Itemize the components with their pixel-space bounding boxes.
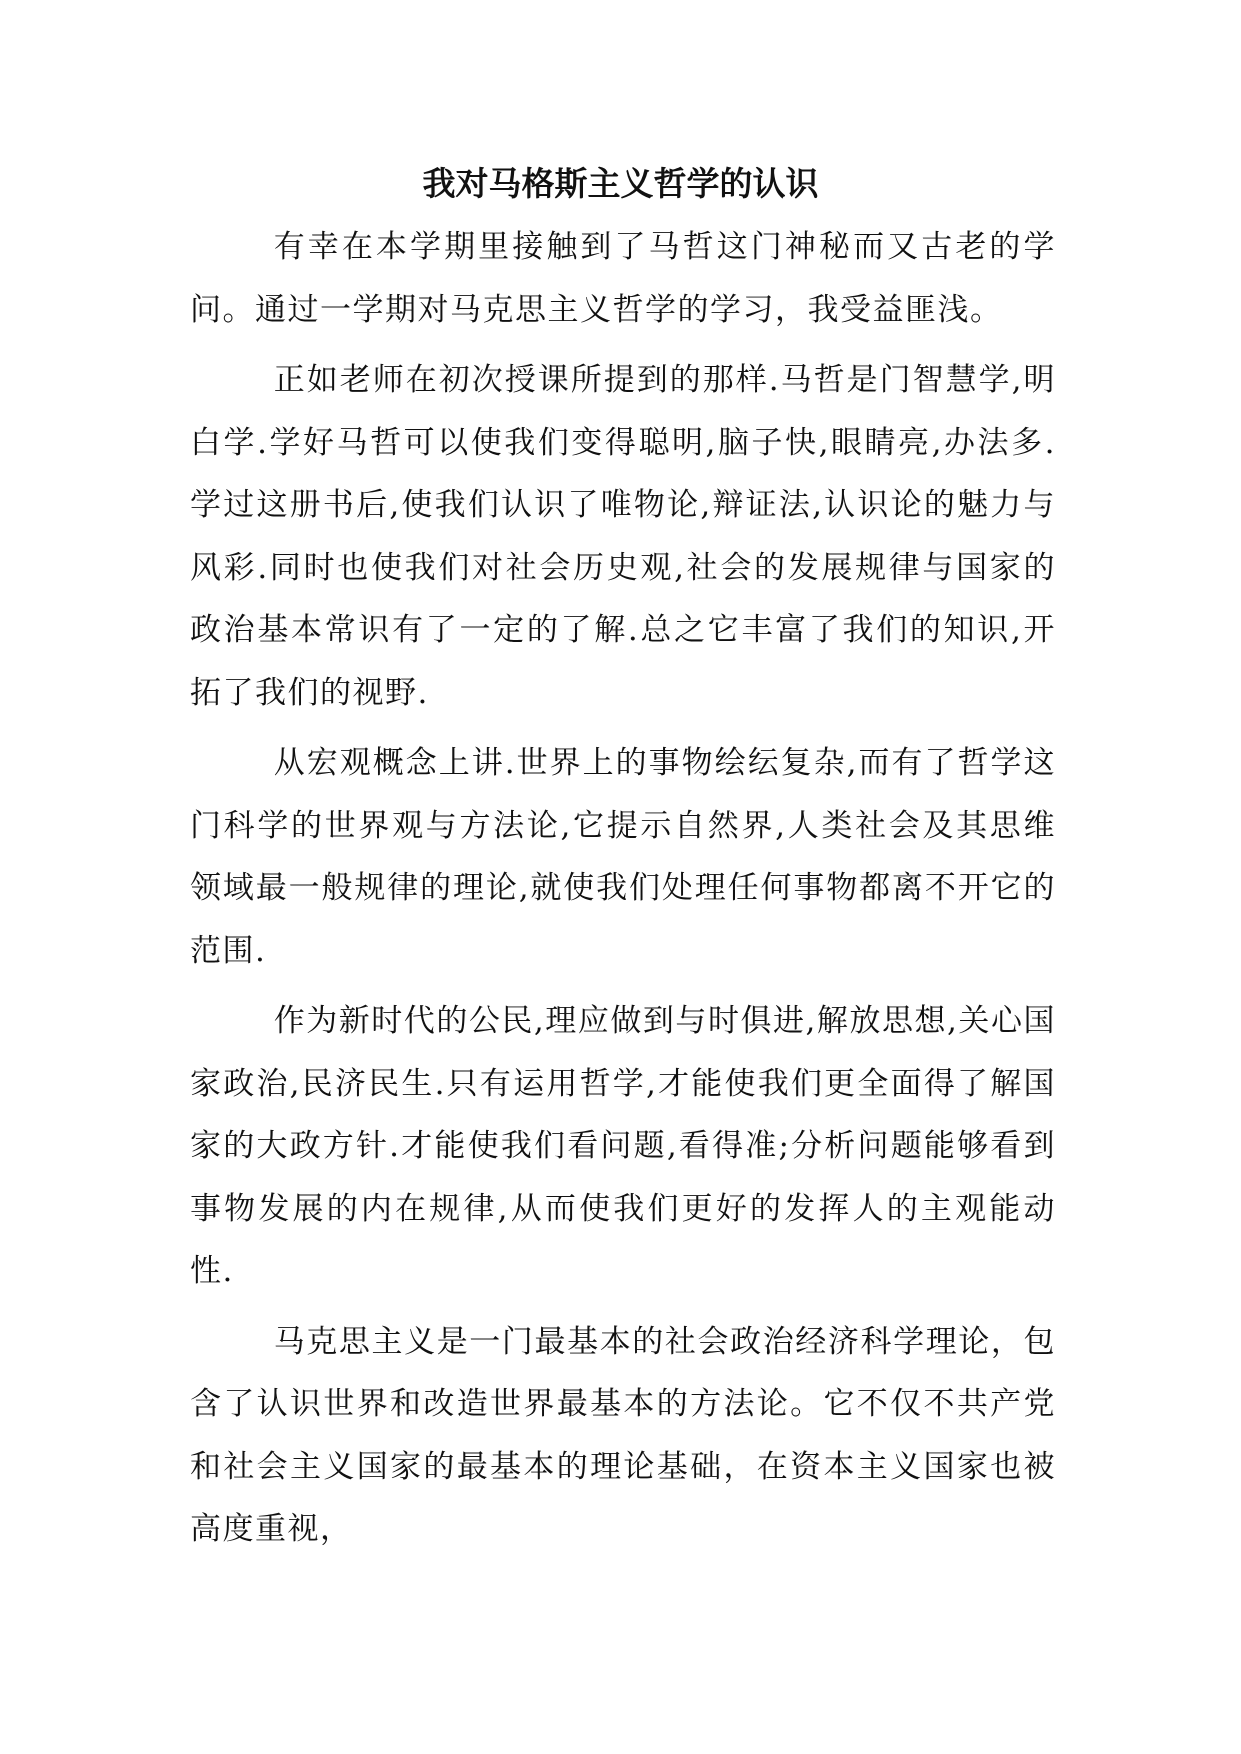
paragraph-1: 有幸在本学期里接触到了马哲这门神秘而又古老的学问。通过一学期对马克思主义哲学的学习，我受益匪浅。 xyxy=(190,229,1056,328)
paragraph-5: 马克思主义是一门最基本的社会政治经济科学理论，包含了认识世界和改造世界最基本的方法论。它不仅不共产党和社会主义国家的最基本的理论基础，在资本主义国家也被高度重视， xyxy=(190,1323,1056,1547)
paragraph-2: 正如老师在初次授课所提到的那样.马哲是门智慧学,明白学.学好马哲可以使我们变得聪明,脑子快,眼睛亮,办法多.学过这册书后,使我们认识了唯物论,辩证法,认识论的魅力与风彩.同时也使我们对社会历史观,社会的发展规律与国家的政治基本常识有了一定的了解.总之它丰富了我们的知识,开拓了我们的视野. xyxy=(190,362,1056,711)
paragraph-3: 从宏观概念上讲.世界上的事物绘纭复杂,而有了哲学这门科学的世界观与方法论,它提示自然界,人类社会及其思维领域最一般规律的理论,就使我们处理任何事物都离不开它的范围. xyxy=(190,745,1056,969)
document-title: 我对马格斯主义哲学的认识 xyxy=(422,164,819,203)
document-body xyxy=(190,216,1056,1569)
paragraph-4: 作为新时代的公民,理应做到与时俱进,解放思想,关心国家政治,民济民生.只有运用哲学,才能使我们更全面得了解国家的大政方针.才能使我们看问题,看得准;分析问题能够看到事物发展的内在规律,从而使我们更好的发挥人的主观能动性. xyxy=(190,1003,1056,1289)
